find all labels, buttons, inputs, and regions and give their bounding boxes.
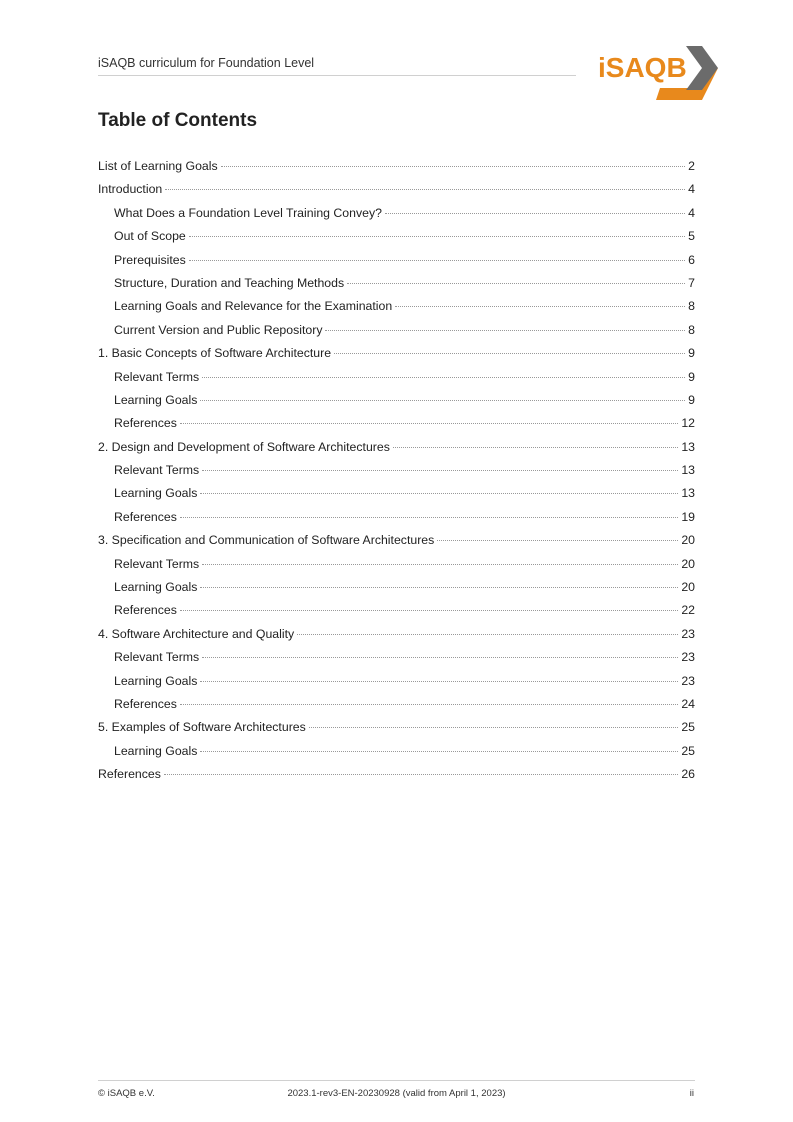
- toc-dot-leader: [200, 671, 678, 682]
- toc-entry-page: 25: [681, 743, 695, 758]
- toc-entry-label: References: [114, 603, 177, 618]
- toc-entry[interactable]: [98, 482, 695, 505]
- toc-entry-label: Out of Scope: [114, 229, 186, 244]
- footer-page-number: ii: [689, 1088, 694, 1099]
- toc-entry[interactable]: [98, 670, 695, 693]
- toc-dot-leader: [189, 250, 685, 261]
- toc-entry-label: Learning Goals: [114, 673, 198, 688]
- toc-entry[interactable]: [98, 506, 695, 529]
- toc-entry-page: 20: [681, 556, 695, 571]
- toc-entry-label: References: [114, 416, 177, 431]
- toc-entry-label: Structure, Duration and Teaching Methods: [114, 275, 345, 290]
- toc-entry-page: 12: [681, 416, 695, 431]
- toc-entry[interactable]: [98, 623, 695, 646]
- toc-entry-page: 8: [688, 322, 695, 337]
- toc-entry-page: 2: [688, 159, 695, 173]
- toc-dot-leader: [200, 741, 678, 752]
- toc-dot-leader: [385, 203, 685, 214]
- toc-entry-page: 19: [681, 509, 695, 524]
- toc-entry-label: Learning Goals: [114, 392, 198, 407]
- toc-entry[interactable]: [98, 319, 695, 342]
- toc-entry-page: 23: [681, 650, 695, 665]
- toc-dot-leader: [347, 273, 685, 284]
- toc-entry-page: 9: [688, 392, 695, 407]
- footer-divider: [98, 1080, 695, 1081]
- toc-dot-leader: [393, 437, 678, 448]
- toc-dot-leader: [180, 694, 678, 705]
- toc-entry-label: 4. Software Architecture and Quality: [98, 626, 295, 641]
- toc-entry[interactable]: [98, 529, 695, 552]
- toc-entry-page: 24: [681, 696, 695, 711]
- footer-version: 2023.1-rev3-EN-20230928 (valid from April 1, 2023): [287, 1088, 506, 1099]
- toc-dot-leader: [202, 460, 678, 471]
- toc-entry[interactable]: [98, 436, 695, 459]
- toc-title: Table of Contents: [98, 110, 258, 131]
- toc-entry-label: 2. Design and Development of Software Architectures: [98, 439, 390, 454]
- toc-entry-label: References: [114, 509, 177, 524]
- logo-text: iSAQB: [598, 52, 687, 83]
- toc-entry[interactable]: [98, 295, 695, 318]
- toc-dot-leader: [297, 624, 678, 635]
- toc-dot-leader: [395, 296, 685, 307]
- toc-entry-page: 20: [681, 580, 695, 595]
- table-of-contents: [98, 155, 695, 787]
- toc-entry-label: List of Learning Goals: [98, 159, 218, 173]
- toc-entry-page: 6: [688, 252, 695, 267]
- toc-entry-page: 20: [681, 533, 695, 548]
- toc-entry[interactable]: [98, 646, 695, 669]
- toc-dot-leader: [200, 390, 685, 401]
- toc-entry-page: 23: [681, 626, 695, 641]
- toc-dot-leader: [437, 530, 678, 541]
- toc-dot-leader: [189, 226, 685, 237]
- toc-dot-leader: [164, 764, 678, 775]
- toc-entry[interactable]: [98, 412, 695, 435]
- toc-dot-leader: [309, 717, 679, 728]
- toc-entry[interactable]: [98, 553, 695, 576]
- toc-entry-page: 8: [688, 299, 695, 314]
- toc-entry-label: Learning Goals and Relevance for the Examination: [114, 299, 393, 314]
- toc-entry-page: 22: [681, 603, 695, 618]
- toc-entry[interactable]: [98, 576, 695, 599]
- toc-entry-page: 7: [688, 275, 695, 290]
- toc-dot-leader: [325, 320, 685, 331]
- toc-entry-page: 4: [688, 182, 695, 197]
- toc-entry-label: Relevant Terms: [114, 556, 200, 571]
- header-title: iSAQB curriculum for Foundation Level: [98, 56, 315, 70]
- toc-entry[interactable]: [98, 599, 695, 622]
- header-divider: [98, 75, 576, 76]
- toc-entry-page: 23: [681, 673, 695, 688]
- toc-dot-leader: [221, 156, 686, 167]
- toc-entry-label: Current Version and Public Repository: [114, 322, 323, 337]
- toc-entry[interactable]: [98, 178, 695, 201]
- toc-dot-leader: [200, 577, 678, 588]
- toc-entry[interactable]: [98, 249, 695, 272]
- toc-dot-leader: [202, 647, 678, 658]
- toc-dot-leader: [202, 554, 678, 565]
- toc-entry-page: 13: [681, 439, 695, 454]
- toc-entry[interactable]: [98, 155, 695, 178]
- toc-dot-leader: [202, 367, 685, 378]
- toc-entry[interactable]: [98, 716, 695, 739]
- toc-entry-label: Learning Goals: [114, 486, 198, 501]
- toc-dot-leader: [334, 343, 685, 354]
- toc-entry[interactable]: [98, 693, 695, 716]
- toc-entry[interactable]: [98, 342, 695, 365]
- toc-entry-page: 13: [681, 486, 695, 501]
- toc-entry-label: 3. Specification and Communication of Software Architectures: [98, 533, 435, 548]
- toc-entry-page: 9: [688, 369, 695, 384]
- toc-entry-label: Learning Goals: [114, 580, 198, 595]
- toc-dot-leader: [200, 483, 678, 494]
- toc-entry-label: References: [114, 696, 177, 711]
- toc-entry-page: 26: [681, 767, 695, 782]
- toc-entry-label: 1. Basic Concepts of Software Architecture: [98, 346, 332, 361]
- toc-entry-label: Relevant Terms: [114, 650, 200, 665]
- toc-entry-label: 5. Examples of Software Architectures: [98, 720, 306, 735]
- toc-entry-page: 25: [681, 720, 695, 735]
- toc-entry-label: References: [98, 767, 161, 782]
- toc-entry-label: Relevant Terms: [114, 369, 200, 384]
- toc-entry[interactable]: [98, 202, 695, 225]
- footer-copyright: © iSAQB e.V.: [98, 1088, 155, 1099]
- toc-entry-label: Introduction: [98, 182, 163, 197]
- toc-entry[interactable]: [98, 389, 695, 412]
- toc-entry[interactable]: [98, 763, 695, 786]
- toc-dot-leader: [180, 600, 678, 611]
- toc-entry-label: Prerequisites: [114, 252, 186, 267]
- toc-entry[interactable]: [98, 225, 695, 248]
- toc-dot-leader: [180, 413, 678, 424]
- toc-entry-label: Learning Goals: [114, 743, 198, 758]
- toc-entry[interactable]: [98, 459, 695, 482]
- toc-entry[interactable]: [98, 366, 695, 389]
- toc-entry-page: 5: [688, 229, 695, 244]
- toc-entry-page: 9: [688, 346, 695, 361]
- isaqb-logo: [596, 44, 718, 102]
- toc-dot-leader: [165, 179, 685, 190]
- toc-entry-label: Relevant Terms: [114, 463, 200, 478]
- toc-entry-page: 4: [688, 205, 695, 220]
- toc-entry[interactable]: [98, 272, 695, 295]
- toc-entry[interactable]: [98, 740, 695, 763]
- toc-entry-page: 13: [681, 463, 695, 478]
- toc-entry-label: What Does a Foundation Level Training Convey?: [114, 205, 382, 220]
- toc-dot-leader: [180, 507, 678, 518]
